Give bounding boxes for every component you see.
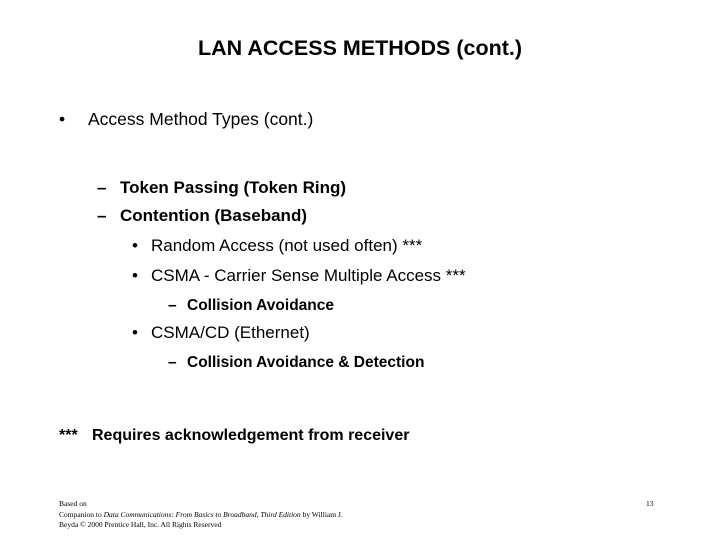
item-csma-cd: CSMA/CD (Ethernet) [151, 323, 310, 342]
bullet-marker: • [132, 236, 138, 255]
bullet-access-method-types: Access Method Types (cont.) [88, 109, 314, 129]
footer-line-2-prefix: Companion to [59, 509, 104, 519]
sub-item-contention: Contention (Baseband) [120, 206, 307, 225]
bullet-marker: • [132, 323, 138, 342]
footer-line-1: Based on [59, 499, 87, 508]
note-marker: *** [59, 427, 78, 444]
footer-book-title: Data Communications: From Basics to Broadband, Third Edition [103, 509, 301, 519]
item-collision-avoidance-detection: Collision Avoidance & Detection [187, 354, 425, 371]
footer-line-2-suffix: by William J. [300, 509, 343, 519]
item-csma: CSMA - Carrier Sense Multiple Access *** [151, 266, 466, 285]
dash-marker: – [168, 354, 177, 371]
sub-item-token-passing: Token Passing (Token Ring) [120, 178, 347, 197]
item-random-access: Random Access (not used often) *** [151, 236, 423, 255]
footer-line-3: Beyda © 2000 Prentice Hall, Inc. All Rights Reserved [59, 520, 222, 529]
dash-marker: – [97, 206, 107, 225]
dash-marker: – [97, 178, 107, 197]
bullet-marker: • [132, 266, 138, 285]
footer-credit [59, 499, 343, 531]
note-text: Requires acknowledgement from receiver [92, 427, 410, 444]
bullet-marker: • [59, 109, 66, 129]
dash-marker: – [168, 297, 177, 314]
slide-title: LAN ACCESS METHODS (cont.) [197, 36, 523, 60]
item-collision-avoidance: Collision Avoidance [187, 297, 334, 314]
footer-line-2 [59, 510, 343, 521]
page-number: 13 [646, 499, 654, 508]
